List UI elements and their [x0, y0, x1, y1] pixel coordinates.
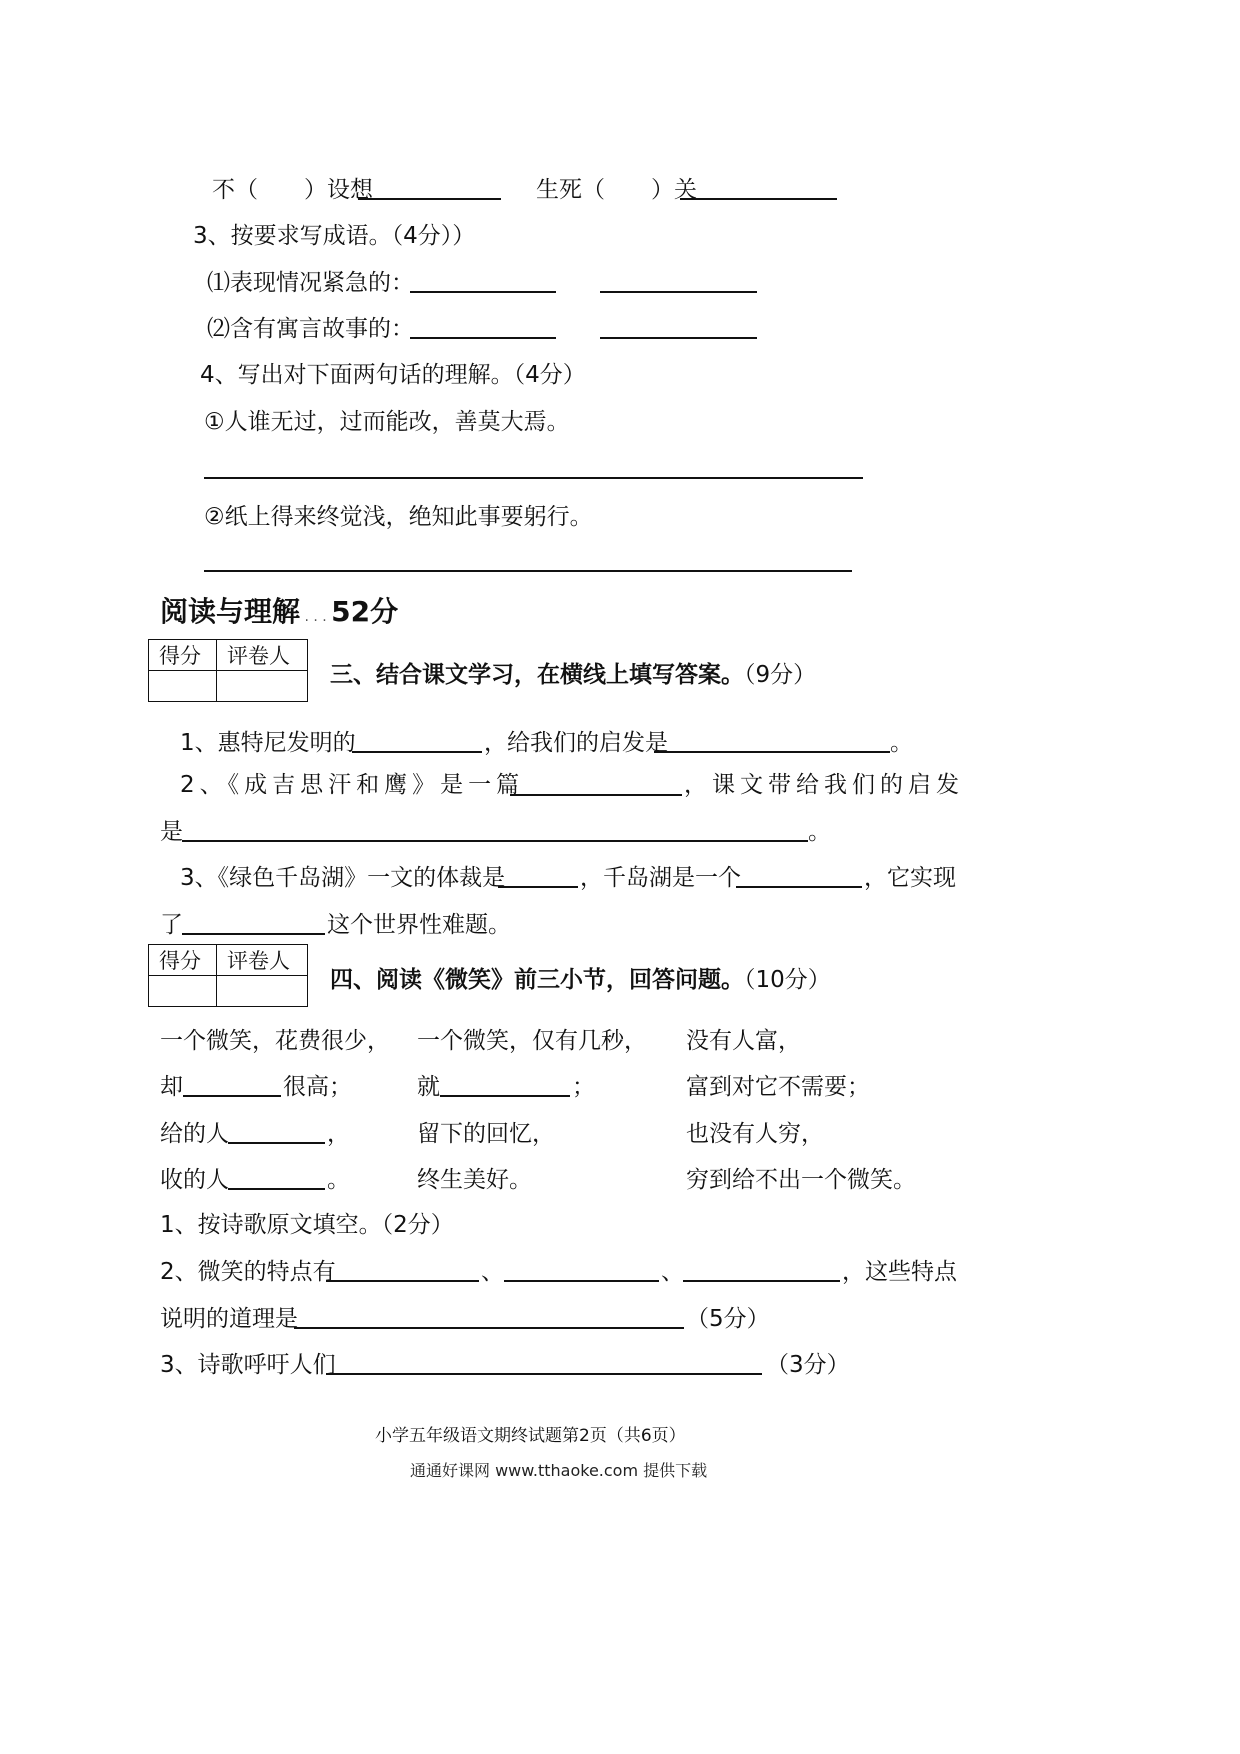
idiom-fill-b: 生死（ ）关 — [536, 177, 697, 203]
answer-line[interactable] — [204, 570, 852, 572]
section-score: 52分 — [331, 595, 399, 628]
answer-blank[interactable] — [510, 794, 682, 796]
part4-q2-d: （5分） — [686, 1306, 770, 1332]
answer-blank[interactable] — [182, 840, 808, 842]
score-cell[interactable] — [149, 976, 217, 1007]
answer-blank[interactable] — [498, 886, 578, 888]
part4-q3-b: （3分） — [766, 1352, 850, 1378]
download-watermark: 通通好课网 www.tthaoke.com 提供下载 — [410, 1461, 708, 1480]
part3-q2-c: 是 — [160, 819, 183, 845]
poem-line: 。 — [327, 1167, 350, 1193]
poem-line: ； — [572, 1074, 595, 1100]
poem-line: 没有人富， — [686, 1028, 801, 1054]
score-table — [148, 944, 308, 1007]
part3-q1-a: 1、惠特尼发明的 — [180, 730, 356, 756]
answer-blank[interactable] — [183, 1095, 281, 1097]
part3-q1-b: ，给我们的启发是 — [484, 730, 668, 756]
score-table — [148, 639, 308, 702]
question-4-sentence1: ①人谁无过，过而能改，善莫大焉。 — [204, 409, 570, 435]
part3-q1-c: 。 — [890, 730, 913, 756]
poem-line: 收的人 — [160, 1167, 229, 1193]
part3-q3-c: ，它实现 — [864, 865, 956, 891]
answer-blank[interactable] — [228, 1188, 325, 1190]
grader-cell[interactable] — [217, 671, 308, 702]
poem-line: 富到对它不需要； — [686, 1074, 870, 1100]
answer-blank[interactable] — [683, 1280, 840, 1282]
part3-q2-d: 。 — [808, 819, 831, 845]
answer-blank[interactable] — [182, 933, 325, 935]
poem-line: 却 — [160, 1074, 183, 1100]
poem-line: 一个微笑，花费很少， — [160, 1028, 390, 1054]
part4-q2-sep: 、 — [481, 1259, 504, 1285]
part4-q1: 1、按诗歌原文填空。（2分） — [160, 1212, 454, 1238]
answer-blank[interactable] — [600, 337, 757, 339]
part3-q3-d: 了 — [160, 912, 183, 938]
answer-blank[interactable] — [736, 886, 862, 888]
part-3-title: 三、结合课文学习，在横线上填写答案。（9分） — [330, 662, 817, 688]
part4-q2-c: 说明的道理是 — [160, 1306, 298, 1332]
answer-blank[interactable] — [358, 198, 501, 200]
poem-line: 一个微笑，仅有几秒， — [417, 1028, 647, 1054]
poem-line: ， — [327, 1121, 350, 1147]
part3-q2-b: ，课文带给我们的启发 — [684, 772, 964, 798]
answer-blank[interactable] — [410, 337, 556, 339]
part-4-title: 四、阅读《微笑》前三小节，回答问题。（10分） — [330, 967, 831, 993]
part3-q2-a: 2、《成吉思汗和鹰》是一篇 — [180, 772, 525, 798]
part3-q3-e: 这个世界性难题。 — [327, 912, 511, 938]
poem-line: 也没有人穷， — [686, 1121, 824, 1147]
part4-q3-a: 3、诗歌呼吁人们 — [160, 1352, 336, 1378]
score-label: 得分 — [149, 640, 217, 671]
poem-line: 给的人 — [160, 1121, 229, 1147]
grader-cell[interactable] — [217, 976, 308, 1007]
answer-blank[interactable] — [440, 1095, 570, 1097]
grader-label: 评卷人 — [217, 945, 308, 976]
answer-blank[interactable] — [680, 198, 837, 200]
answer-blank[interactable] — [228, 1142, 325, 1144]
answer-blank[interactable] — [600, 291, 757, 293]
part4-q2-a: 2、微笑的特点有 — [160, 1259, 336, 1285]
answer-blank[interactable] — [410, 291, 556, 293]
question-3-sub1: ⑴表现情况紧急的： — [207, 270, 414, 296]
poem-line: 穷到给不出一个微笑。 — [686, 1167, 916, 1193]
part4-q2-b: ，这些特点 — [842, 1259, 957, 1285]
answer-blank[interactable] — [326, 1280, 479, 1282]
question-4-sentence2: ②纸上得来终觉浅，绝知此事要躬行。 — [204, 504, 593, 530]
answer-blank[interactable] — [352, 751, 482, 753]
question-3-sub2: ⑵含有寓言故事的： — [207, 316, 414, 342]
answer-blank[interactable] — [326, 1373, 762, 1375]
grader-label: 评卷人 — [217, 640, 308, 671]
part3-q3-a: 3、《绿色千岛湖》一文的体裁是 — [180, 865, 506, 891]
answer-blank[interactable] — [504, 1280, 659, 1282]
question-4-title: 4、写出对下面两句话的理解。（4分） — [200, 362, 586, 388]
answer-blank[interactable] — [294, 1327, 684, 1329]
section-title: 阅读与理解 . . . 52分 — [160, 595, 399, 628]
part3-q3-b: ，千岛湖是一个 — [580, 865, 741, 891]
score-cell[interactable] — [149, 671, 217, 702]
question-3-title: 3、按要求写成语。（4分）） — [193, 223, 476, 249]
part4-q2-sep: 、 — [661, 1259, 684, 1285]
poem-line: 就 — [417, 1074, 440, 1100]
answer-blank[interactable] — [654, 751, 890, 753]
poem-line: 终生美好。 — [417, 1167, 532, 1193]
poem-line: 很高； — [283, 1074, 352, 1100]
page-footer: 小学五年级语文期终试题第2页（共6页） — [375, 1426, 686, 1446]
poem-line: 留下的回忆， — [417, 1121, 555, 1147]
answer-line[interactable] — [204, 477, 863, 479]
idiom-fill-a: 不（ ）设想 — [212, 177, 373, 203]
score-label: 得分 — [149, 945, 217, 976]
